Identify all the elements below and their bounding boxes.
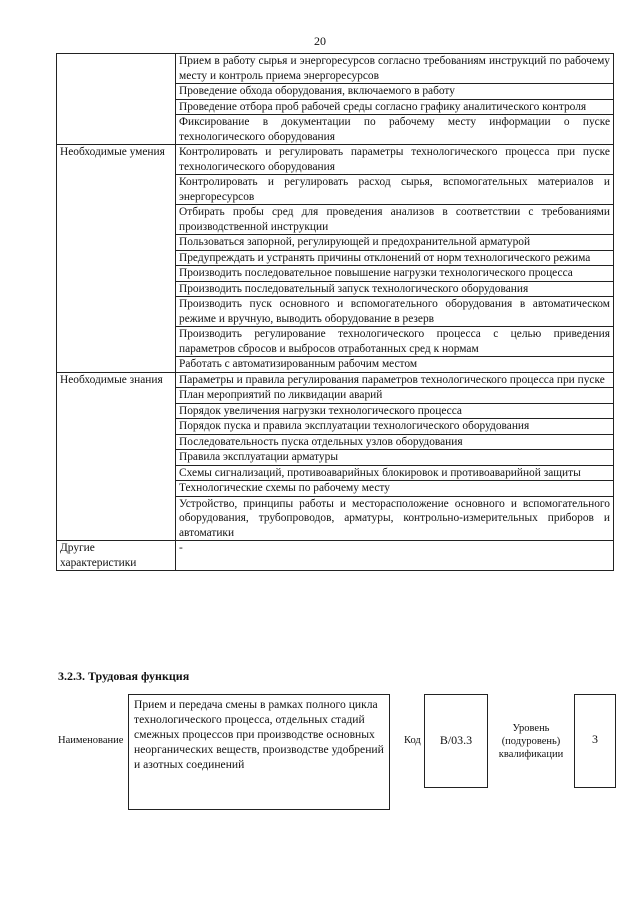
list-item: Работать с автоматизированным рабочим местом: [179, 358, 418, 370]
row-items: [176, 54, 614, 145]
list-item: Предупреждать и устранять причины отклонений от норм технологического режима: [176, 251, 613, 267]
list-item: Правила эксплуатации арматуры: [176, 450, 613, 466]
function-name-label: Наименование: [58, 735, 124, 746]
list-item: Прием в работу сырья и энергоресурсов согласно требованиям инструкций по рабочему месту и контроль приема энергоресурсов: [176, 54, 613, 84]
function-code-value: B/03.3: [424, 694, 488, 788]
list-item: Фиксирование в документации по рабочему месту информации о пуске технологического оборудования: [179, 116, 610, 143]
list-item: Отбирать пробы сред для проведения анализов в соответствии с требованиями производственной инструкции: [176, 205, 613, 235]
list-item: Параметры и правила регулирования параметров технологического процесса при пуске: [176, 373, 613, 389]
row-label: Необходимые умения: [57, 145, 176, 373]
list-item: Контролировать и регулировать параметры технологического процесса при пуске технологического оборудования: [176, 145, 613, 175]
list-item: Производить последовательный запуск технологического оборудования: [176, 282, 613, 298]
list-item: Производить регулирование технологического процесса с целью приведения параметров сбросов и выбросов отработанных сред к нормам: [176, 327, 613, 357]
row-items: [176, 145, 614, 373]
list-item: -: [179, 542, 183, 554]
list-item: Последовательность пуска отдельных узлов оборудования: [176, 435, 613, 451]
list-item: Порядок увеличения нагрузки технологического процесса: [176, 404, 613, 420]
row-label: Необходимые знания: [57, 372, 176, 541]
list-item: План мероприятий по ликвидации аварий: [176, 388, 613, 404]
qualification-level-value: 3: [574, 694, 616, 788]
page-number: 20: [314, 34, 326, 48]
list-item: Схемы сигнализаций, противоаварийных блокировок и противоаварийной защиты: [176, 466, 613, 482]
function-code-label: Код: [404, 735, 421, 746]
list-item: Проведение отбора проб рабочей среды согласно графику аналитического контроля: [176, 100, 613, 116]
competency-table: [56, 53, 614, 571]
qualification-level-label: Уровень (подуровень) квалификации: [498, 723, 564, 760]
row-label: [57, 54, 176, 145]
function-name-value: Прием и передача смены в рамках полного цикла технологического процесса, отдельных стадий смежных процессов при производстве основных неорганических веществ, производстве удобрений и азотных соединений: [128, 694, 390, 810]
list-item: Контролировать и регулировать расход сырья, вспомогательных материалов и энергоресурсов: [176, 175, 613, 205]
table-row: [57, 145, 614, 373]
row-label: Другие характеристики: [57, 541, 176, 571]
list-item: Устройство, принципы работы и месторасположение основного и вспомогательного оборудования, трубопроводов, арматуры, контрольно-измерительных приборов и автоматики: [179, 497, 610, 539]
list-item: Производить последовательное повышение нагрузки технологического процесса: [176, 266, 613, 282]
list-item: Порядок пуска и правила эксплуатации технологического оборудования: [176, 419, 613, 435]
section-title: 3.2.3. Трудовая функция: [58, 669, 190, 683]
list-item: Проведение обхода оборудования, включаемого в работу: [176, 84, 613, 100]
table-row: [57, 541, 614, 571]
table-row: [57, 54, 614, 145]
row-items: [176, 372, 614, 541]
list-item: Производить пуск основного и вспомогательного оборудования в автоматическом режиме и вручную, выводить оборудование в резерв: [176, 297, 613, 327]
table-row: [57, 372, 614, 541]
list-item: Технологические схемы по рабочему месту: [176, 481, 613, 497]
row-items: [176, 541, 614, 571]
list-item: Пользоваться запорной, регулирующей и предохранительной арматурой: [176, 235, 613, 251]
